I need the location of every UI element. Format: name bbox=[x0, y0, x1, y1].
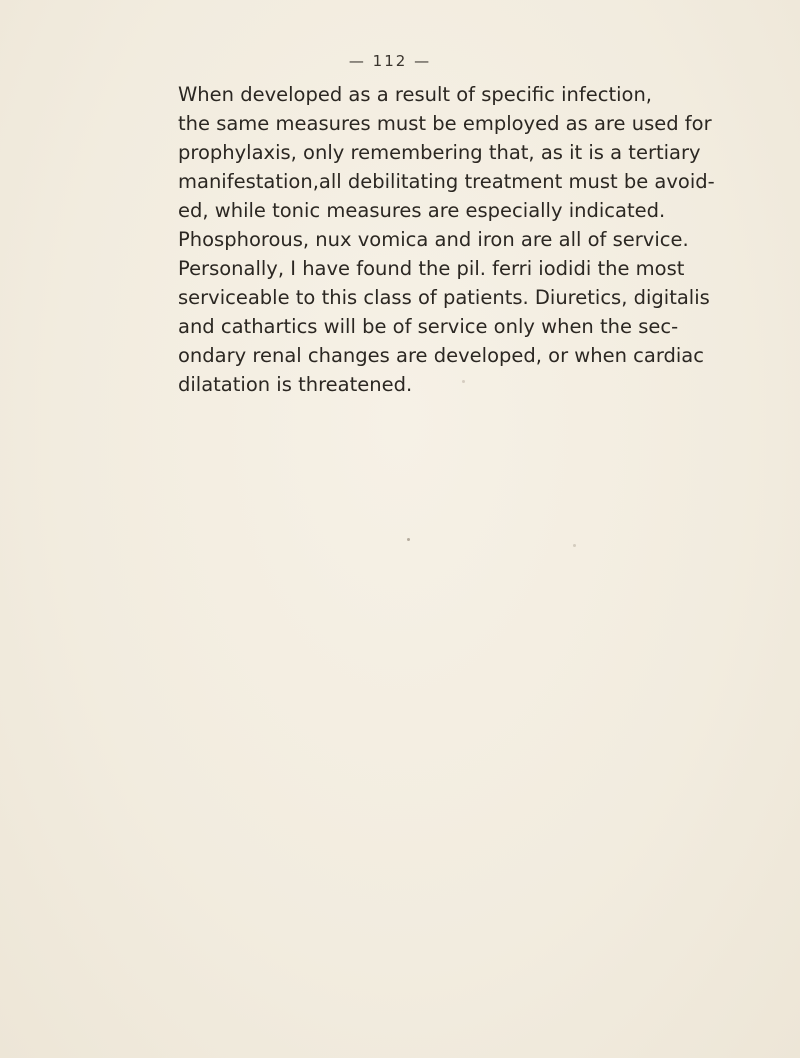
text-line: Personally, I have found the pil. ferri iodidi the most bbox=[178, 257, 685, 280]
text-line: the same measures must be employed as are used for bbox=[178, 112, 712, 135]
text-line: dilatation is threatened. bbox=[178, 373, 413, 396]
text-line: prophylaxis, only remembering that, as it is a tertiary bbox=[178, 141, 701, 164]
paper-speck bbox=[407, 538, 410, 541]
page-number: — 112 — bbox=[348, 52, 432, 70]
text-line: ondary renal changes are developed, or when cardiac bbox=[178, 344, 704, 367]
paper-speck bbox=[462, 380, 465, 383]
text-line: serviceable to this class of patients. Diuretics, digitalis bbox=[178, 286, 710, 309]
paragraph bbox=[178, 80, 715, 399]
text-line: manifestation,all debilitating treatment must be avoid- bbox=[178, 170, 715, 193]
text-line: When developed as a result of specific infection, bbox=[178, 83, 653, 106]
text-line: ed, while tonic measures are especially indicated. bbox=[178, 199, 666, 222]
paper-speck bbox=[573, 544, 576, 547]
text-line: and cathartics will be of service only when the sec- bbox=[178, 315, 679, 338]
text-line: Phosphorous, nux vomica and iron are all of service. bbox=[178, 228, 689, 251]
